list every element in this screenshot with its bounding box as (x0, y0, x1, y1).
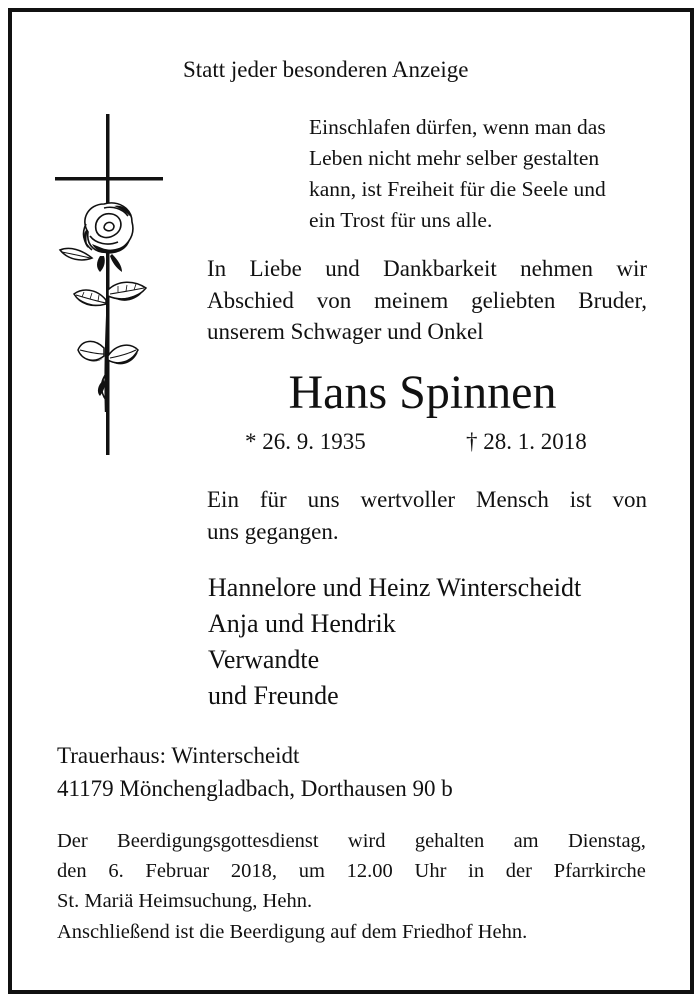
funeral-service-text (57, 826, 646, 916)
word: der (505, 860, 532, 882)
word: 6. (108, 860, 124, 882)
quote-line: Leben nicht mehr selber gestalten (309, 146, 600, 170)
quote-line: kann, ist Freiheit für die Seele und (309, 177, 606, 201)
word: für (259, 487, 287, 512)
death-date: † 28. 1. 2018 (466, 429, 587, 454)
burial-text: Anschließend ist die Beerdigung auf dem Friedhof Hehn. (57, 921, 528, 943)
word: und (325, 256, 360, 281)
word: wir (616, 256, 647, 281)
memory-line (207, 484, 647, 516)
word: Beerdigungsgottesdienst (117, 830, 319, 852)
farewell-line (207, 253, 647, 285)
address-line: 41179 Mönchengladbach, Dorthausen 90 b (57, 776, 453, 801)
word: In (207, 256, 227, 281)
mourners-list (208, 570, 581, 714)
quote-line: Einschlafen dürfen, wenn man das (309, 115, 606, 139)
funeral-line (57, 856, 646, 886)
funeral-line (57, 826, 646, 856)
mourner-line: Hannelore und Heinz Winterscheidt (208, 573, 582, 602)
word: Dienstag, (567, 830, 646, 852)
mourning-house-address (57, 739, 453, 805)
word: Liebe (249, 256, 302, 281)
notice-intro: Statt jeder besonderen Anzeige (183, 57, 469, 82)
word: wird (347, 830, 386, 852)
birth-date: * 26. 9. 1935 (245, 429, 366, 454)
word: gehalten (414, 830, 485, 852)
word: von (316, 287, 352, 313)
word: Pfarrkirche (553, 860, 646, 882)
farewell-text (207, 253, 647, 348)
word: den (57, 860, 87, 882)
deceased-name: Hans Spinnen (288, 366, 557, 419)
word: Uhr (414, 860, 447, 882)
word: uns (307, 487, 340, 512)
word: Mensch (476, 487, 549, 512)
word: Dankbarkeit (383, 256, 497, 281)
word: geliebten (471, 287, 556, 313)
mourner-line: Anja und Hendrik (208, 609, 396, 638)
word: ist (569, 487, 592, 512)
word: in (468, 860, 485, 882)
word: am (513, 830, 539, 852)
farewell-line: unserem Schwager und Onkel (207, 319, 484, 344)
word: Ein (207, 487, 239, 512)
word: Abschied (207, 287, 294, 313)
quote-block (309, 112, 654, 236)
word: Bruder, (578, 287, 647, 313)
farewell-line (207, 285, 647, 317)
word: Februar (145, 860, 210, 882)
address-line: Trauerhaus: Winterscheidt (57, 743, 300, 768)
word: 12.00 (346, 860, 393, 882)
quote-line: ein Trost für uns alle. (309, 208, 493, 232)
mourner-line: und Freunde (208, 681, 339, 710)
memory-text (207, 484, 647, 548)
word: Der (57, 830, 88, 852)
mourner-line: Verwandte (208, 645, 320, 674)
word: meinem (374, 287, 449, 313)
word: wertvoller (360, 487, 456, 512)
word: 2018, (230, 860, 278, 882)
word: nehmen (520, 256, 593, 281)
memory-line: uns gegangen. (207, 519, 339, 544)
funeral-line: St. Mariä Heimsuchung, Hehn. (57, 890, 313, 912)
word: um (298, 860, 325, 882)
word: von (612, 487, 647, 512)
